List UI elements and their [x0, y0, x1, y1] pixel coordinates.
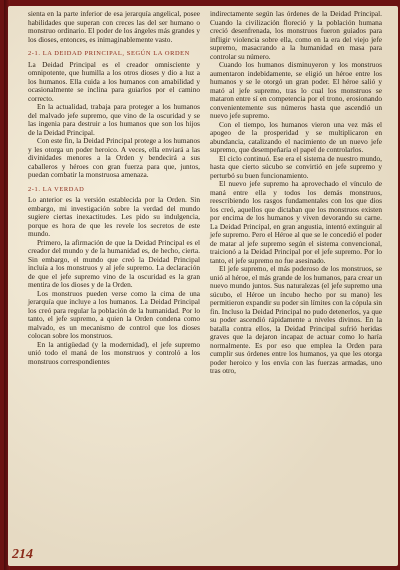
left-column [28, 10, 200, 366]
paragraph: El ciclo continuó. Ese era el sistema de nuestro mundo, hasta que cierto súcubo se convirtió en jefe supremo y perturbó su buen funcionamiento. [210, 153, 382, 180]
paragraph: indirectamente según las órdenes de la Deidad Principal. Cuando la civilización floreció y la población humana creció desenfrenada, los monstruos fueron guiados para infligir violencia sobre ella, como en la era del viejo jefe supremo, masacrando a la humanidad en masa para controlar su número. [210, 9, 382, 61]
section-heading-deidad: 2-1. LA DEIDAD PRINCIPAL, SEGÚN LA ORDEN [28, 50, 190, 57]
paragraph: Los monstruos pueden verse como la cima de una jerarquía que incluye a los humanos. La Deidad Principal los creó para regular la población de la humanidad. Por lo tanto, el jefe supremo, a quien la Orden condena como malvado, es un mecanismo de control que los dioses colocan sobre los monstruos. [28, 288, 200, 340]
paragraph: Cuando los humanos disminuyeron y los monstruos aumentaron indebidamente, se eligió un héroe entre los humanos y se le otorgó un gran poder. El héroe salió y mató al jefe supremo, tras lo cual los monstruos se mataron entre sí en competencia por el trono, erosionando convenientemente sus números hasta que ascendió un nuevo jefe supremo. [210, 60, 382, 120]
right-column [210, 10, 382, 376]
page-number: 214 [12, 547, 33, 562]
paragraph: Con el tiempo, los humanos vieron una vez más el apogeo de la prosperidad y se multiplicaron en abundancia, catalizando el nacimiento de un nuevo jefe supremo, que desempeñaría el papel de controlarlos. [210, 119, 382, 154]
paragraph: El nuevo jefe supremo ha aprovechado el vínculo de maná entre ella y todos los demás monstruos, reescribiendo los rasgos fundamentales con los que dios los creó, aquellos que dictaban que los monstruos existen por encima de los humanos y viven devorando su carne. La Deidad Principal, en gran angustia, intentó extinguir al jefe supremo. Pero el Héroe al que se le concedió el poder de matar al jefe supremo según el sistema convencional, traicionó a la Deidad Principal por el jefe supremo. Por lo tanto, el jefe supremo no fue asesinado. [210, 179, 382, 265]
paragraph: El jefe supremo, el más poderoso de los monstruos, se unió al héroe, el más grande de los humanos, para crear un nuevo mundo juntos. Sus naturalezas (el jefe supremo una súcubo, el Héroe un íncubo hecho por su mano) les permitieron expandir su poder sin límites con la cópula sin fin. Incluso la Deidad Principal no pudo detenerlos, ya que su poder ascendió rápidamente a niveles divinos. En la batalla contra ellos, la Deidad Principal sufrió heridas graves que la dejaron incapaz de actuar como lo haría normalmente. Es por eso que emplea la Orden para cumplir sus órdenes entre los humanos, ya que les otorga poder heroico y los envía con las fuerzas armadas, uno tras otro, [210, 264, 382, 375]
paragraph: La Deidad Principal es el creador omnisciente y omnipotente, que humilla a los otros dioses y dio a luz a los humanos. Ella cuida a los humanos con amabilidad y ocasionalmente se inclina para guiarlos por el camino correcto. [28, 59, 200, 103]
intro-paragraph: sienta en la parte inferior de esa jerarquía angelical, posee habilidades que superan con creces las del ser humano o monstruo ordinario. El poder de los ángeles más grandes y los dioses, entonces, es inimaginablemente vasto. [28, 9, 200, 44]
paragraph: Lo anterior es la versión establecida por la Orden. Sin embargo, mi investigación sobre la verdad del mundo sugiere ciertas inexactitudes. Les pido su indulgencia, porque es hora de que les revele los secretos de este mundo. [28, 195, 200, 238]
paragraph: En la antigüedad (y la modernidad), el jefe supremo unió todo el maná de los monstruos y controló a los monstruos correspondientes [28, 339, 200, 366]
section-heading-verdad: 2-1. LA VERDAD [28, 185, 85, 193]
paragraph: Primero, la afirmación de que la Deidad Principal es el creador del mundo y de la humanidad es, de hecho, cierta. Sin embargo, el mundo que creó la Deidad Principal incluía a los monstruos y al jefe supremo. La declaración de que el jefe supremo vino de la oscuridad es la gran mentira de los dioses y de la Orden. [28, 237, 200, 289]
paragraph: En la actualidad, trabaja para proteger a los humanos del malvado jefe supremo, que vino de la oscuridad y se las ingenia para destruir a los humanos que son los hijos de la Deidad Principal. [28, 102, 200, 137]
paragraph: Con este fin, la Deidad Principal protege a los humanos y les otorga un poder heroico. A veces, ella enviará a las divinidades menores a la Orden y bendecirá a sus caballeros y héroes con gran fuerza para que, juntos, puedan combatir la monstruosa amenaza. [28, 136, 200, 179]
